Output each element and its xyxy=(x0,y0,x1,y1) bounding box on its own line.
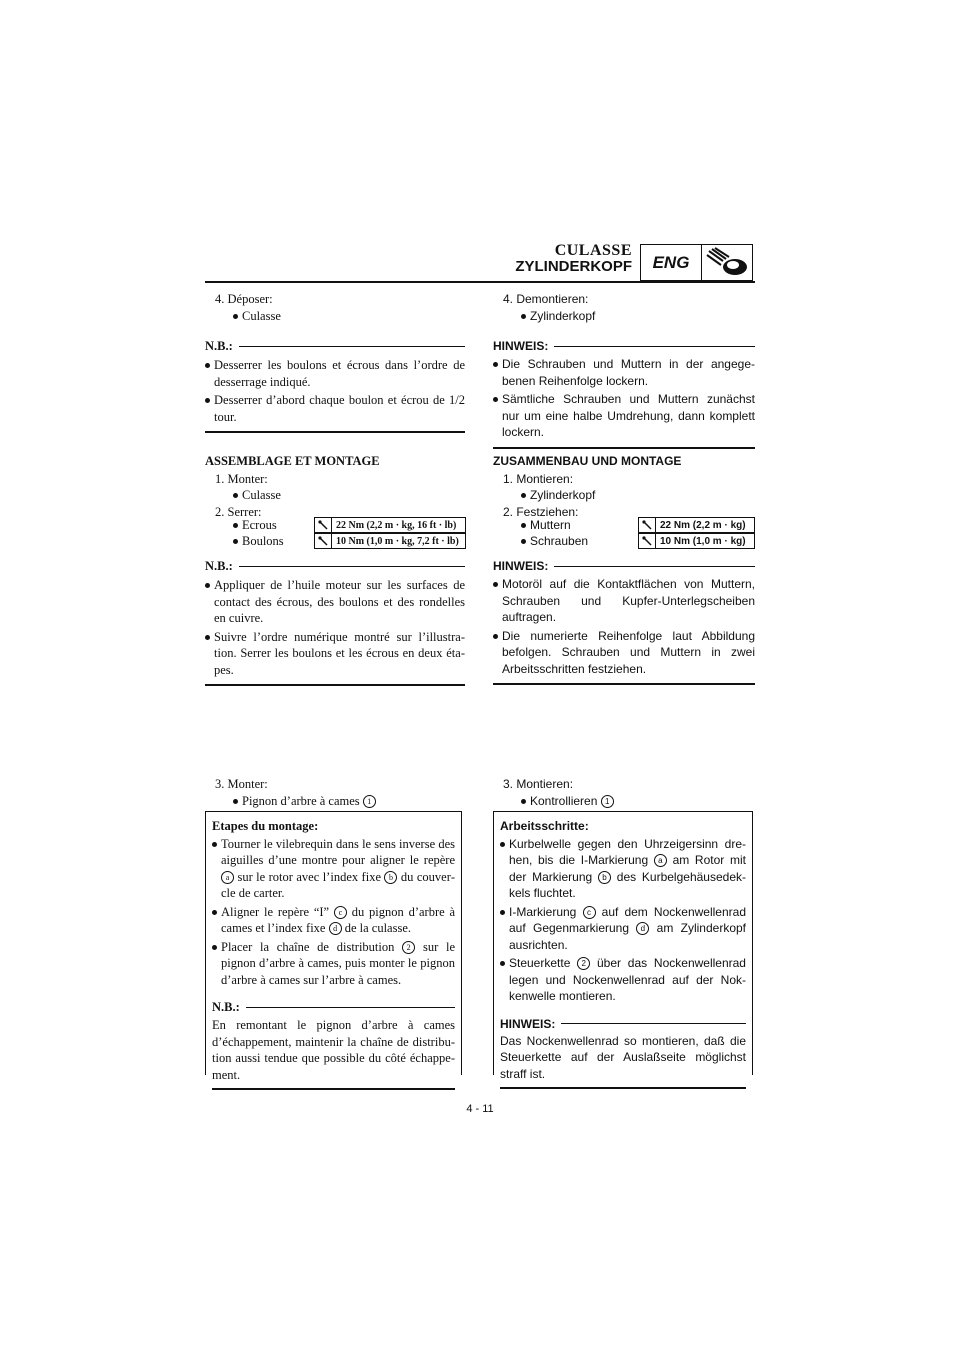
de-box-bullet: Kurbelwelle gegen den Uhrzeigersinn drehen, bis die I-Markierung a am Rotor mit der Markierung b des Kurbelgehäusedekkels fluchtet. xyxy=(500,836,746,902)
fr-step1: 1. Monter: xyxy=(215,471,268,486)
fr-nb1-label: N.B.: xyxy=(205,339,465,354)
fr-nb2-label: N.B.: xyxy=(205,559,465,574)
fr-box-bullet: Placer la chaîne de distribution 2 sur le pignon d’arbre à cames, puis monter le pignon d’arbre à cames sur l’arbre à cames. xyxy=(212,939,455,989)
de-remove-step: 4. Demontieren: xyxy=(503,292,589,306)
fr-nb1-rule xyxy=(205,431,465,433)
header-title-fr: CULASSE xyxy=(554,242,632,259)
fr-box-nb-label: N.B.: xyxy=(212,1000,455,1015)
de-steps-box xyxy=(493,811,753,1081)
fr-nb2 xyxy=(205,559,465,686)
de-nb2 xyxy=(493,559,755,685)
de-nb1-label: HINWEIS: xyxy=(493,339,755,353)
de-box-bullet: Steuerkette 2 über das Nockenwellenrad legen und Nockenwellenrad auf der Nokkenwelle montieren. xyxy=(500,955,746,1005)
de-step1-item: Zylinderkopf xyxy=(521,487,755,504)
fr-remove-step: 4. Déposer: xyxy=(215,292,273,306)
de-nb1-item: Die Schrauben und Muttern in der angegebenen Reihenfolge lockern. xyxy=(493,356,755,389)
fr-step3-label: 3. Monter: xyxy=(215,777,268,791)
fr-column xyxy=(205,291,465,324)
fr-remove-item: Culasse xyxy=(233,308,465,325)
engine-icon xyxy=(702,245,752,280)
de-step3 xyxy=(493,776,755,809)
de-step2-item2: Schrauben xyxy=(521,533,588,550)
de-nb2-item: Motoröl auf die Kontaktflächen von Muttern, Schrauben und Kupfer-Unterlegscheiben auftragen. xyxy=(493,576,755,626)
de-step1: 1. Montieren: xyxy=(503,471,574,486)
de-assembly-title: ZUSAMMENBAU UND MONTAGE xyxy=(493,454,682,468)
fr-assembly-title: ASSEMBLAGE ET MONTAGE xyxy=(205,454,380,468)
torque-wrench-icon xyxy=(639,518,656,532)
de-nb1-rule xyxy=(493,447,755,449)
header-badge-box xyxy=(640,244,753,281)
de-box-nb-label: HINWEIS: xyxy=(500,1017,746,1031)
fr-step3 xyxy=(205,776,465,809)
de-step2-item1: Muttern xyxy=(521,517,571,534)
ref-1: 1 xyxy=(363,795,376,808)
fr-assembly xyxy=(205,453,465,520)
fr-step3-item: Pignon d’arbre à cames 1 xyxy=(233,793,465,810)
de-box-title: Arbeitsschritte: xyxy=(500,819,589,833)
fr-box-rule xyxy=(212,1088,455,1090)
fr-nb2-rule xyxy=(205,684,465,686)
torque-wrench-icon xyxy=(639,534,656,548)
de-nb1-item: Sämtliche Schrauben und Muttern zunächst nur um eine halbe Umdrehung, dann komplett lockern. xyxy=(493,391,755,441)
ref-1: 1 xyxy=(601,795,614,808)
fr-nb2-item: Appliquer de l’huile moteur sur les surfaces de contact des écrous, des boulons et des rondelles en cuivre. xyxy=(205,577,465,627)
eng-badge: ENG xyxy=(641,245,702,280)
fr-box-bullet: Tourner le vilebrequin dans le sens inverse des aiguilles d’une montre pour aligner le repère a sur le rotor avec l’index fixe b du couvercle de carter. xyxy=(212,836,455,902)
de-torque-2: 10 Nm (1,0 m · kg) xyxy=(638,533,755,549)
de-step2: 2. Festziehen: xyxy=(503,504,579,519)
fr-box-nb-text: En remontant le pignon d’arbre à cames d’échappement, maintenir la chaîne de distribution aussi tendue que possible du côté échappement. xyxy=(212,1018,455,1082)
fr-nb1-item: Desserrer les boulons et écrous dans l’ordre de desserrage indiqué. xyxy=(205,357,465,390)
fr-box-bullet: Aligner le repère “I” c du pignon d’arbre à cames et l’index fixe d de la culasse. xyxy=(212,904,455,937)
fr-step2-item2: Boulons xyxy=(233,533,284,550)
de-remove-item: Zylinderkopf xyxy=(521,308,755,325)
fr-step2: 2. Serrer: xyxy=(215,504,262,519)
page-number: 4 - 11 xyxy=(466,1103,494,1115)
fr-steps-box xyxy=(205,811,462,1082)
de-nb2-rule xyxy=(493,683,755,685)
fr-nb2-item: Suivre l’ordre numérique montré sur l’illustration. Serrer les boulons et les écrous en deux étapes. xyxy=(205,629,465,679)
fr-step2-item1: Ecrous xyxy=(233,517,277,534)
de-torque-1: 22 Nm (2,2 m · kg) xyxy=(638,517,755,533)
de-step3-label: 3. Montieren: xyxy=(503,777,574,791)
fr-torque-2: 10 Nm (1,0 m · kg, 7,2 ft · lb) xyxy=(314,533,466,549)
de-nb1 xyxy=(493,339,755,449)
header-title-de: ZYLINDERKOPF xyxy=(515,258,632,275)
de-box-nb-text: Das Nockenwellenrad so montieren, daß die Steuerkette auf der Auslaßseite möglichst straff ist. xyxy=(500,1033,746,1081)
de-nb2-item: Die numerierte Reihenfolge laut Abbildung befolgen. Schrauben und Muttern in zwei Arbeitsschritten festziehen. xyxy=(493,628,755,678)
torque-wrench-icon xyxy=(315,518,332,532)
de-box-bullet: I-Markierung c auf dem Nockenwellenrad auf Gegenmarkierung d am Zylinderkopf ausrichten. xyxy=(500,904,746,954)
de-box-rule xyxy=(500,1087,746,1089)
fr-box-title: Etapes du montage: xyxy=(212,819,319,833)
de-column xyxy=(493,291,755,324)
de-step3-item: Kontrollieren 1 xyxy=(521,793,755,810)
header-rule xyxy=(205,281,755,283)
fr-torque-1: 22 Nm (2,2 m · kg, 16 ft · lb) xyxy=(314,517,466,533)
de-nb2-label: HINWEIS: xyxy=(493,559,755,573)
de-assembly xyxy=(493,453,755,520)
torque-wrench-icon xyxy=(315,534,332,548)
fr-nb1-item: Desserrer d’abord chaque boulon et écrou de 1/2 tour. xyxy=(205,392,465,425)
fr-step1-item: Culasse xyxy=(233,487,465,504)
fr-nb1 xyxy=(205,339,465,433)
